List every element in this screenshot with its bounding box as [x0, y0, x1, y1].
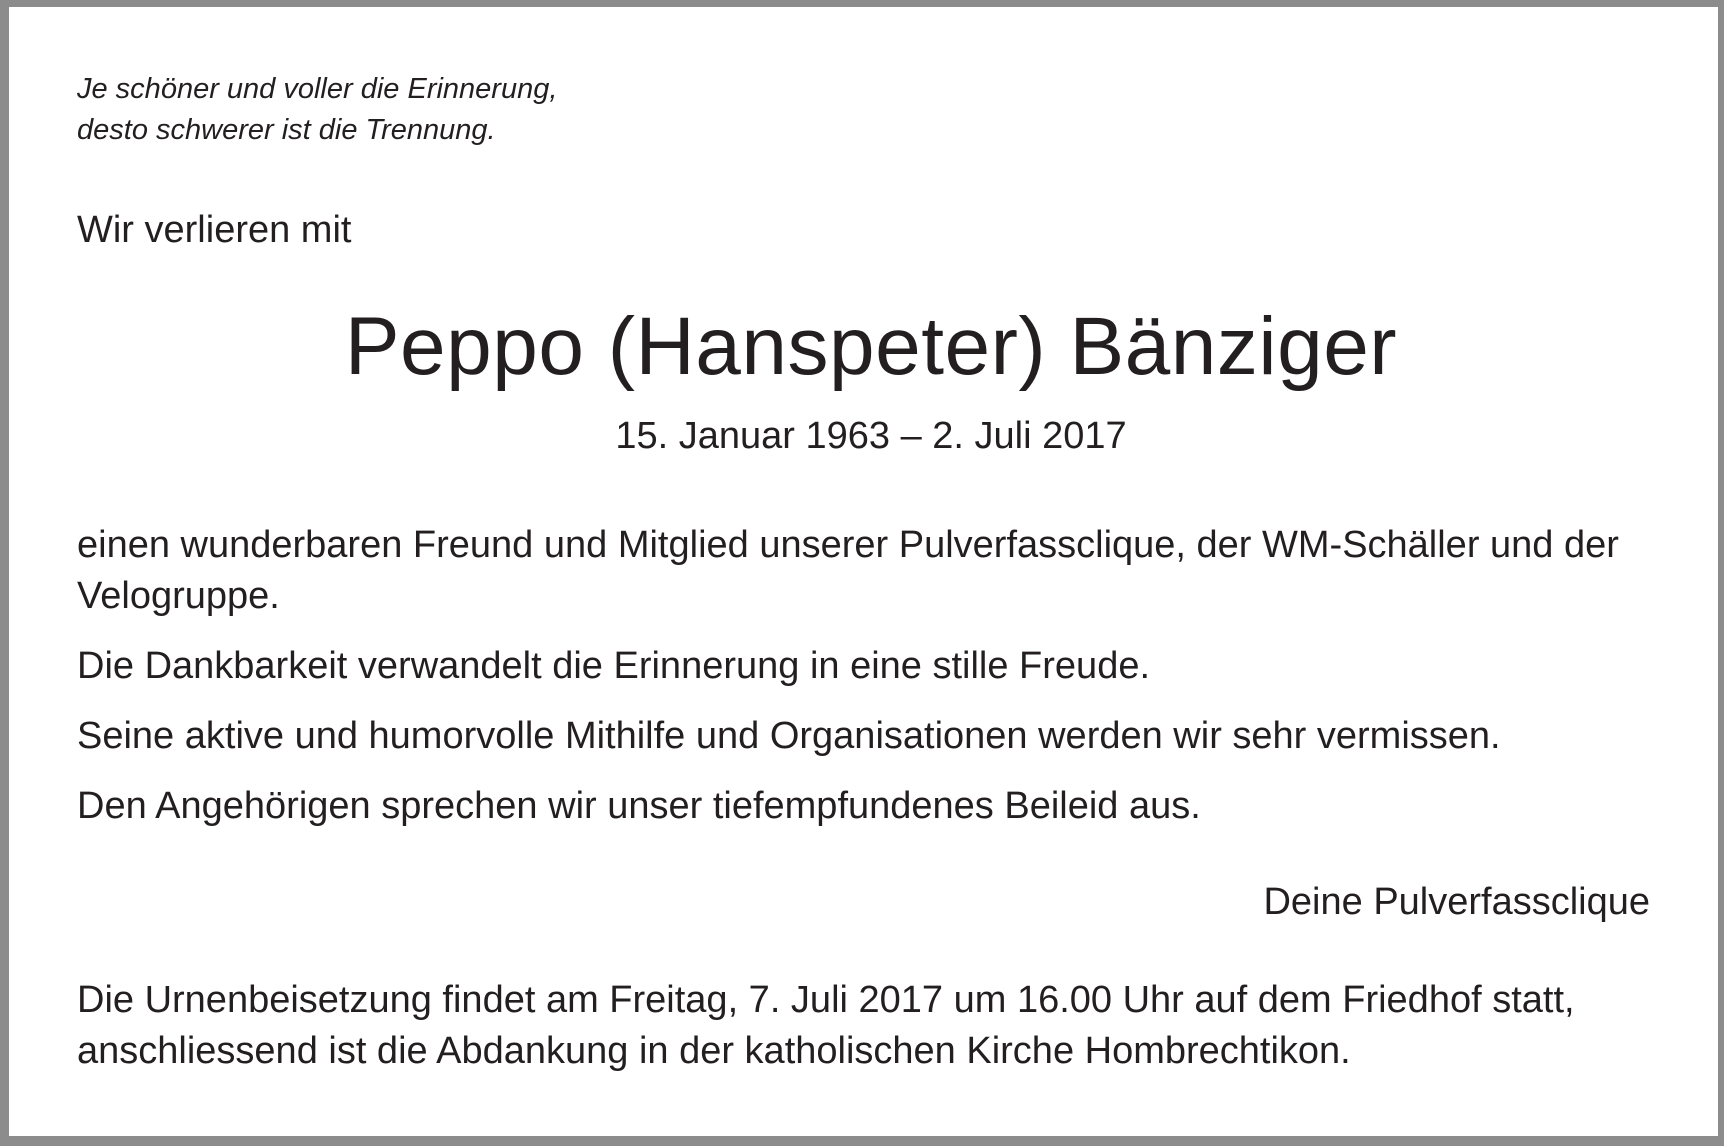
life-dates: 15. Januar 1963 – 2. Juli 2017 [615, 415, 1127, 457]
motto-line-1: Je schöner und voller die Erinnerung, [77, 73, 558, 105]
motto-quote [77, 69, 557, 151]
tribute-paragraph: einen wunderbaren Freund und Mitglied unserer Pulverfassclique, der WM-Schäller und der Velogruppe. [77, 524, 1619, 617]
gratitude-paragraph: Die Dankbarkeit verwandelt die Erinnerung in eine stille Freude. [77, 645, 1151, 687]
remembrance-paragraph: Seine aktive und humorvolle Mithilfe und Organisationen werden wir sehr vermissen. [77, 715, 1501, 757]
intro-text: Wir verlieren mit [77, 209, 352, 251]
funeral-notice: Die Urnenbeisetzung findet am Freitag, 7. Juli 2017 um 16.00 Uhr auf dem Friedhof statt, anschliessend ist die Abdankung in der katholischen Kirche Hombrechtikon. [77, 979, 1575, 1072]
condolence-paragraph: Den Angehörigen sprechen wir unser tiefempfundenes Beileid aus. [77, 785, 1201, 827]
deceased-name: Peppo (Hanspeter) Bänziger [344, 301, 1398, 392]
motto-line-2: desto schwerer ist die Trennung. [77, 114, 496, 146]
signature: Deine Pulverfassclique [1263, 881, 1650, 923]
